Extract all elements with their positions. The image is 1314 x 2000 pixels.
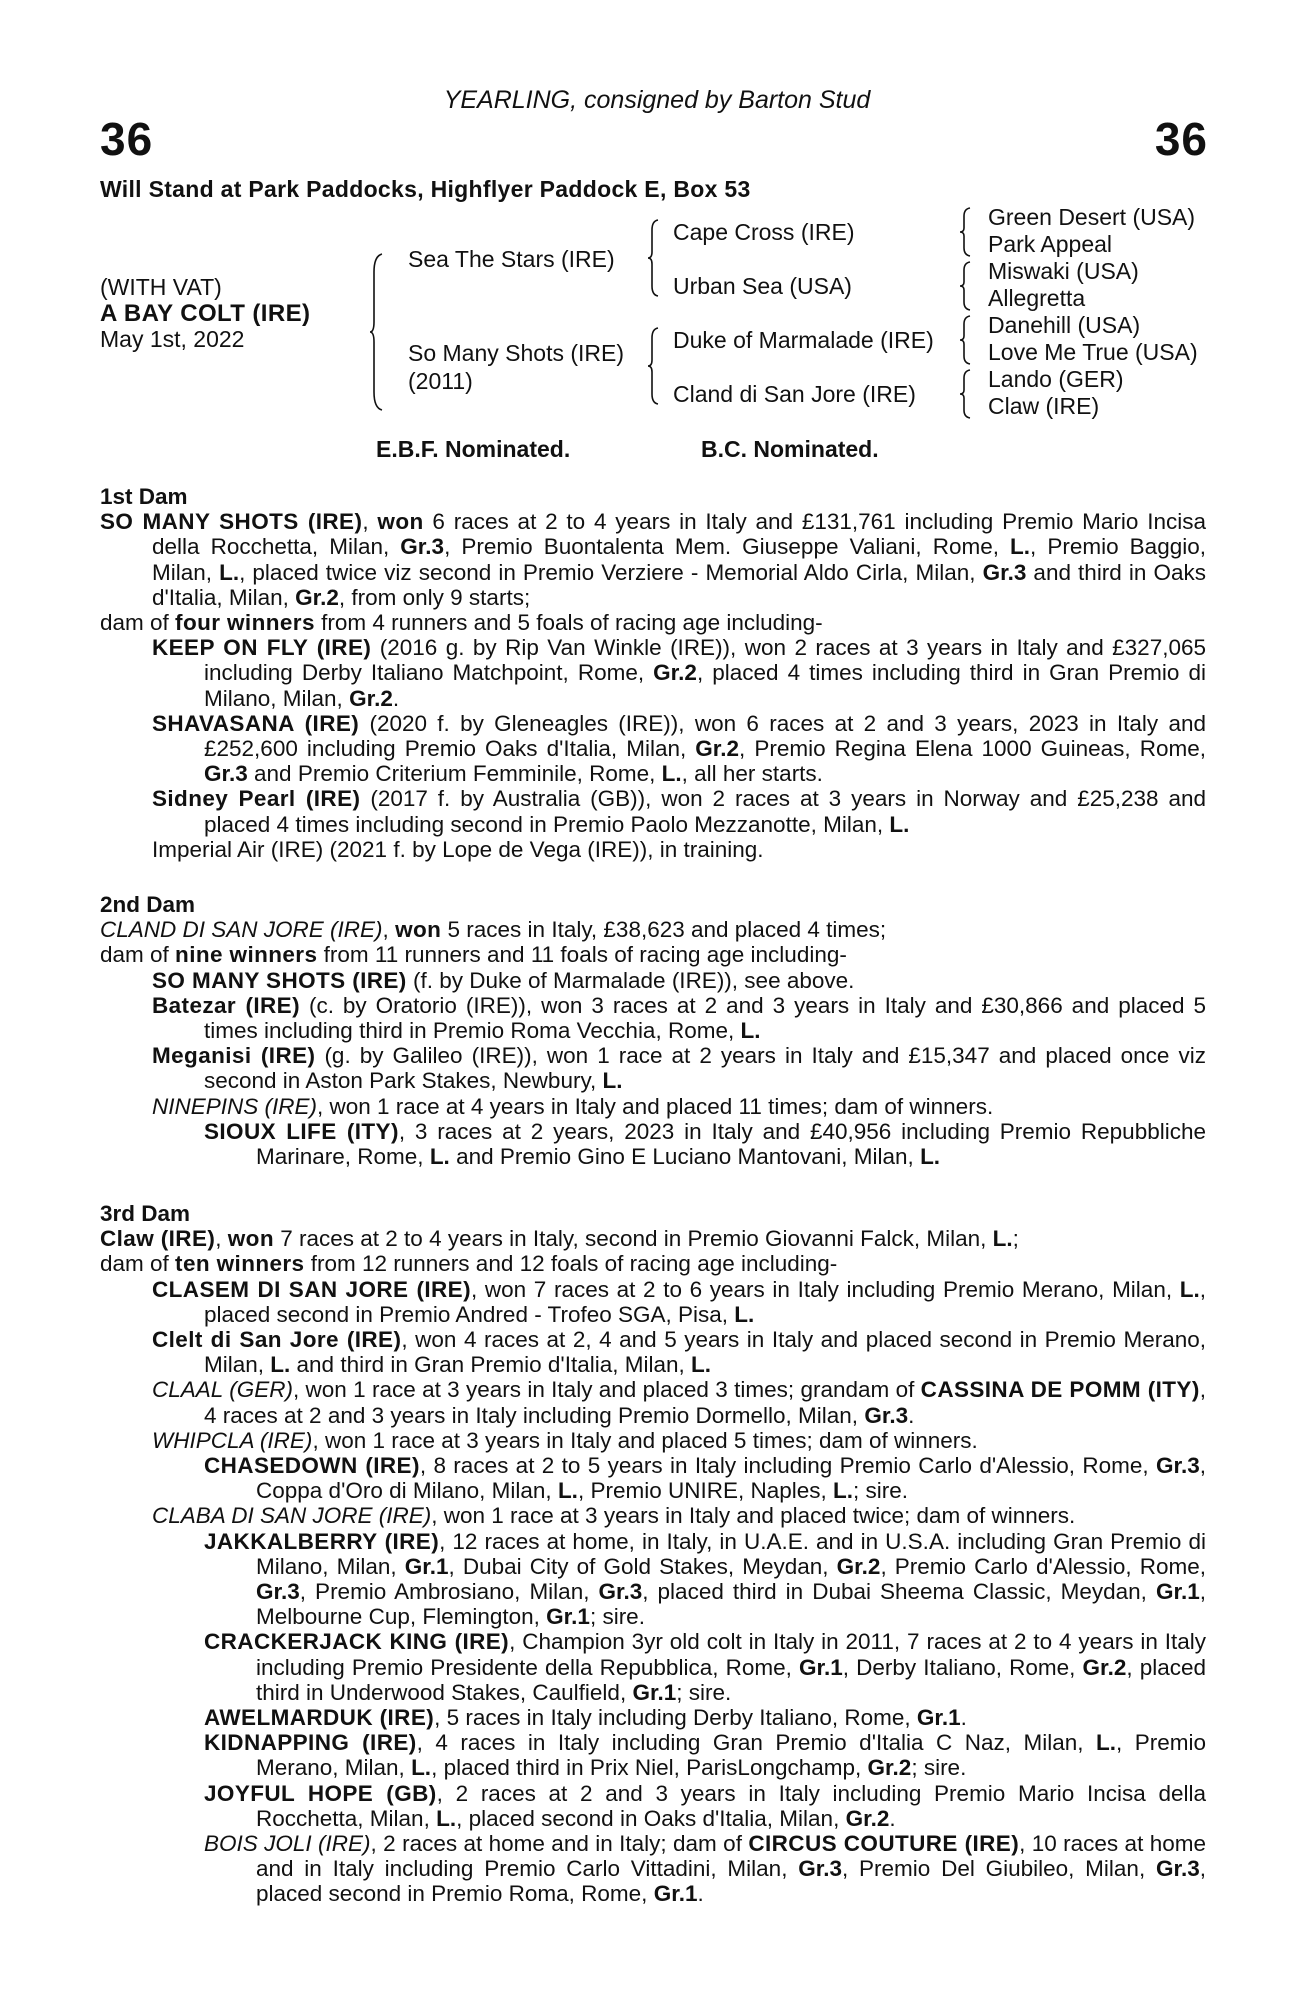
consignment-line: YEARLING, consigned by Barton Stud [443,86,871,114]
third-dam-section [100,1201,1206,1907]
bc-nomination: B.C. Nominated. [701,436,879,462]
list-item: CLASEM DI SAN JORE (IRE), won 7 races at 2 to 6 years in Italy including Premio Merano, Milan, L., placed second in Premio Andred - Trofeo SGA, Pisa, L. [152,1276,1207,1327]
list-item: Sidney Pearl (IRE) (2017 f. by Australia (GB)), won 2 races at 3 years in Norway and £25,238 and placed 4 times including second in Premio Paolo Mezzanotte, Milan, L. [152,786,1207,837]
pedigree-sire: Sea The Stars (IRE) [408,246,615,272]
list-item: NINEPINS (IRE), won 1 race at 4 years in Italy and placed 11 times; dam of winners. [152,1093,994,1119]
pedigree-brace-g3-3 [960,314,972,366]
pedigree-brace-sire [648,218,660,298]
pedigree-g3-7: Lando (GER) [988,366,1124,392]
third-dam-produce-summary: dam of ten winners from 12 runners and 12 foals of racing age including- [100,1251,838,1277]
second-dam-section [100,892,1206,1169]
second-dam-produce-summary: dam of nine winners from 11 runners and 11 foals of racing age including- [100,942,847,968]
list-item: SHAVASANA (IRE) (2020 f. by Gleneagles (IRE)), won 6 races at 2 and 3 years, 2023 in Italy and £252,600 including Premio Oaks d'Italia, Milan, Gr.2, Premio Regina Elena 1000 Guineas, Rome, Gr.3 and Premio Criterium Femminile, Rome, L., all her starts. [152,710,1206,787]
first-dam-heading: 1st Dam [100,484,188,509]
dam-name: SO MANY SHOTS (IRE) [100,509,363,535]
stand-location: Will Stand at Park Paddocks, Highflyer Paddock E, Box 53 [100,176,751,202]
second-dam-heading: 2nd Dam [100,892,196,917]
pedigree-g3-5: Danehill (USA) [988,312,1141,338]
pedigree-brace-g3-1 [960,206,972,258]
list-item: Clelt di San Jore (IRE), won 4 races at 2, 4 and 5 years in Italy and placed second in Premio Merano, Milan, L. and third in Gran Premio d'Italia, Milan, L. [152,1327,1206,1378]
list-item: WHIPCLA (IRE), won 1 race at 3 years in Italy and placed 5 times; dam of winners. [152,1427,978,1453]
list-item: Meganisi (IRE) (g. by Galileo (IRE)), won 1 race at 2 years in Italy and £15,347 and placed once viz second in Aston Park Stakes, Newbury, L. [152,1043,1206,1094]
list-item: KEEP ON FLY (IRE) (2016 g. by Rip Van Winkle (IRE)), won 2 races at 3 years in Italy and £327,065 including Derby Italiano Matchpoint, Rome, Gr.2, placed 4 times including third in Gran Premio di Milano, Milan, Gr.2. [152,635,1206,711]
lot-number-left: 36 [100,113,154,165]
list-item: JOYFUL HOPE (GB), 2 races at 2 and 3 years in Italy including Premio Mario Incisa della Rocchetta, Milan, L., placed second in Oaks d'Italia, Milan, Gr.2. [204,1780,1206,1831]
third-dam-heading: 3rd Dam [100,1201,191,1226]
pedigree-g3-6: Love Me True (USA) [988,339,1198,365]
ebf-nomination: E.B.F. Nominated. [376,436,571,462]
pedigree-brace-g3-4 [960,368,972,420]
pedigree-brace-main [370,252,384,412]
pedigree-sire-sire: Cape Cross (IRE) [673,219,855,245]
pedigree-g3-3: Miswaki (USA) [988,258,1139,284]
pedigree-g3-4: Allegretta [988,285,1086,311]
first-dam-record: SO MANY SHOTS (IRE), won 6 races at 2 to 4 years in Italy and £131,761 including Premio Mario Incisa della Rocchetta, Milan, Gr.3, Premio Buontalenta Mem. Giuseppe Valiani, Rome, L., Premio Baggio, Milan, L., placed twice viz second in Premio Verziere - Memorial Aldo Cirla, Milan, Gr.3 and third in Oaks d'Italia, Milan, Gr.2, from only 9 starts; [100,509,1206,610]
list-item: CRACKERJACK KING (IRE), Champion 3yr old colt in Italy in 2011, 7 races at 2 to 4 years in Italy including Premio Presidente della Repubblica, Rome, Gr.1, Derby Italiano, Rome, Gr.2, placed third in Underwood Stakes, Caulfield, Gr.1; sire. [204,1629,1206,1705]
list-item: CLABA DI SAN JORE (IRE), won 1 race at 3 years in Italy and placed twice; dam of winners. [152,1503,1076,1529]
list-item: Batezar (IRE) (c. by Oratorio (IRE)), won 3 races at 2 and 3 years in Italy and £30,866 and placed 5 times including third in Premio Roma Vecchia, Rome, L. [152,992,1206,1044]
third-dam-record: Claw (IRE), won 7 races at 2 to 4 years in Italy, second in Premio Giovanni Falck, Milan, L.; [100,1226,1019,1252]
first-dam-section [100,484,1206,862]
pedigree-dam-year: (2011) [408,368,473,394]
list-item: SIOUX LIFE (ITY), 3 races at 2 years, 2023 in Italy and £40,956 including Premio Repubbliche Marinare, Rome, L. and Premio Gino E Luciano Mantovani, Milan, L. [204,1118,1206,1170]
list-item: CHASEDOWN (IRE), 8 races at 2 to 5 years in Italy including Premio Carlo d'Alessio, Rome, Gr.3, Coppa d'Oro di Milano, Milan, L., Premio UNIRE, Naples, L.; sire. [204,1453,1206,1504]
list-item: SO MANY SHOTS (IRE) (f. by Duke of Marmalade (IRE)), see above. [152,967,855,993]
subject-name: A BAY COLT (IRE) [100,300,311,327]
list-item: AWELMARDUK (IRE), 5 races in Italy including Derby Italiano, Rome, Gr.1. [204,1705,967,1731]
vat-label: (WITH VAT) [100,274,222,300]
pedigree-dam: So Many Shots (IRE) [408,340,625,366]
list-item: CLAAL (GER), won 1 race at 3 years in Italy and placed 3 times; grandam of CASSINA DE POMM (ITY), 4 races at 2 and 3 years in Italy including Premio Dormello, Milan, Gr.3. [152,1377,1206,1428]
first-dam-produce-summary: dam of four winners from 4 runners and 5 foals of racing age including- [100,610,823,636]
pedigree-brace-g3-2 [960,260,972,312]
lot-number-right: 36 [1154,113,1208,165]
list-item: KIDNAPPING (IRE), 4 races in Italy including Gran Premio d'Italia C Naz, Milan, L., Premio Merano, Milan, L., placed third in Prix Niel, ParisLongchamp, Gr.2; sire. [204,1730,1206,1781]
pedigree-dam-sire: Duke of Marmalade (IRE) [673,327,934,353]
list-item: JAKKALBERRY (IRE), 12 races at home, in Italy, in U.A.E. and in U.S.A. including Gran Premio di Milano, Milan, Gr.1, Dubai City of Gold Stakes, Meydan, Gr.2, Premio Carlo d'Alessio, Rome, Gr.3, Premio Ambrosiano, Milan, Gr.3, placed third in Dubai Sheema Classic, Meydan, Gr.1, Melbourne Cup, Flemington, Gr.1; sire. [204,1528,1206,1630]
pedigree-g3-8: Claw (IRE) [988,393,1100,419]
foaled-date: May 1st, 2022 [100,326,245,352]
pedigree-brace-dam [648,326,660,406]
list-item: Imperial Air (IRE) (2021 f. by Lope de Vega (IRE)), in training. [152,836,764,862]
pedigree-dam-dam: Cland di San Jore (IRE) [673,381,916,407]
second-dam-record: CLAND DI SAN JORE (IRE), won 5 races in Italy, £38,623 and placed 4 times; [100,917,887,943]
pedigree-sire-dam: Urban Sea (USA) [673,273,852,299]
pedigree-g3-2: Park Appeal [988,231,1113,257]
pedigree-g3-1: Green Desert (USA) [988,204,1196,230]
list-item: BOIS JOLI (IRE), 2 races at home and in Italy; dam of CIRCUS COUTURE (IRE), 10 races at home and in Italy including Premio Carlo Vittadini, Milan, Gr.3, Premio Del Giubileo, Milan, Gr.3, placed second in Premio Roma, Rome, Gr.1. [204,1831,1207,1907]
